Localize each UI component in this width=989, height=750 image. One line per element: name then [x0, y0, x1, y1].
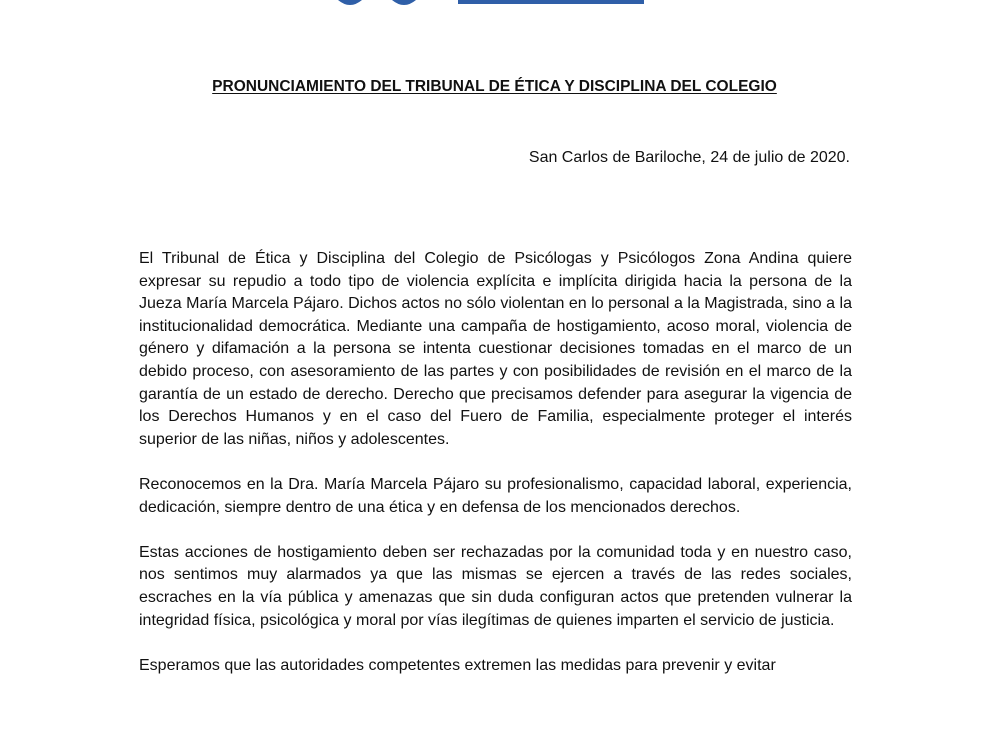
logo-emblem-left [338, 0, 362, 5]
date-line: San Carlos de Bariloche, 24 de julio de 2020. [528, 149, 850, 166]
paragraph-4: Esperamos que las autoridades competentes extremen las medidas para prevenir y evitar [139, 656, 776, 674]
logo-text [458, 0, 644, 4]
logo-emblem-right [392, 0, 416, 5]
document-title: PRONUNCIAMIENTO DEL TRIBUNAL DE ÉTICA Y DISCIPLINA DEL COLEGIO [212, 78, 777, 95]
paragraph-2: Reconocemos en la Dra. María Marcela Pájaro su profesionalismo, capacidad laboral, experiencia, dedicación, siempre dentro de una ética y en defensa de los mencionados derechos. [139, 475, 852, 516]
paragraph-3: Estas acciones de hostigamiento deben ser rechazadas por la comunidad toda y en nuestro caso, nos sentimos muy alarmados ya que las mismas se ejercen a través de las redes sociales, escraches en la vía pública y amenazas que sin duda configuran actos que pretenden vulnerar la integridad física, psicológica y moral por vías ilegítimas de quienes imparten el servicio de justicia. [139, 543, 852, 629]
document-body [139, 248, 852, 700]
college-logo [0, 0, 989, 10]
paragraph-1: El Tribunal de Ética y Disciplina del Colegio de Psicólogas y Psicólogos Zona Andina quiere expresar su repudio a todo tipo de violencia explícita e implícita dirigida hacia la persona de la Jueza María Marcela Pájaro. Dichos actos no sólo violentan en lo personal a la Magistrada, sino a la institucionalidad democrática. Mediante una campaña de hostigamiento, acoso moral, violencia de género y difamación a la persona se intenta cuestionar decisiones tomadas en el marco de un debido proceso, con asesoramiento de las partes y con posibilidades de revisión en el marco de la garantía de un estado de derecho. Derecho que precisamos defender para asegurar la vigencia de los Derechos Humanos y en el caso del Fuero de Familia, especialmente proteger el interés superior de las niñas, niños y adolescentes. [139, 250, 852, 448]
